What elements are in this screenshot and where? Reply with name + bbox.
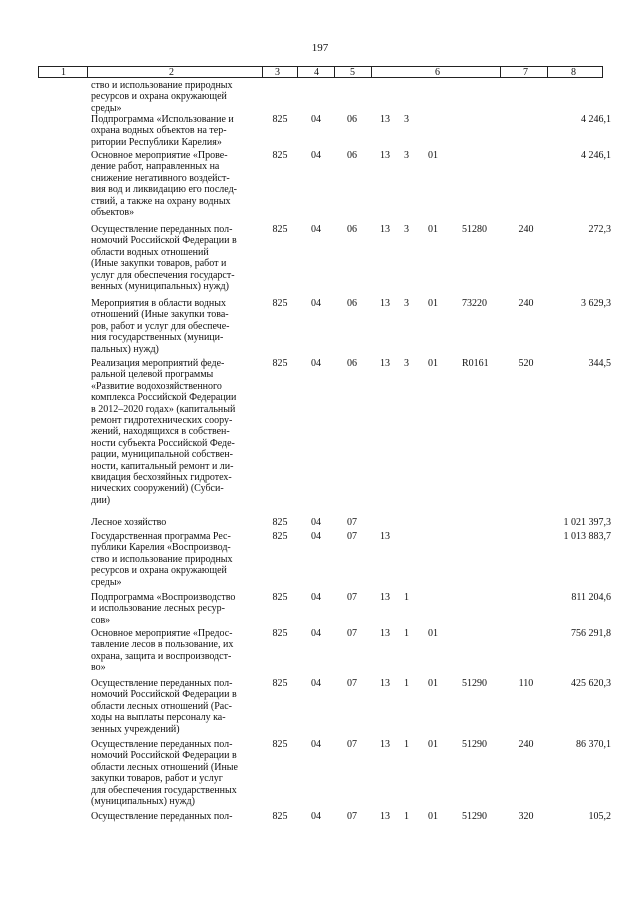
description-line: области лесных отношений (Рас-: [91, 700, 232, 712]
cell-col8: 1 013 883,7: [563, 531, 611, 542]
cell-col3: 825: [272, 628, 288, 639]
row-description: [91, 517, 254, 528]
cell-col4: 04: [311, 739, 321, 750]
header-col-1: 1: [61, 67, 66, 78]
header-divider: [371, 67, 372, 77]
cell-col5: 07: [347, 811, 357, 822]
description-line: комплекса Российской Федерации: [91, 392, 237, 404]
cell-col6c: 01: [428, 811, 438, 822]
description-line: венных (муниципальных) нужд): [91, 281, 229, 293]
cell-col3: 825: [272, 531, 288, 542]
page-number: 197: [311, 42, 329, 54]
table-row: [0, 298, 640, 358]
description-line: номочий Российской Федерации в: [91, 689, 237, 701]
cell-col4: 04: [311, 678, 321, 689]
cell-col6d: 51290: [462, 678, 487, 689]
cell-col8: 4 246,1: [581, 114, 611, 125]
table-row: [0, 628, 640, 678]
cell-col8: 811 204,6: [571, 592, 611, 603]
cell-col3: 825: [272, 811, 288, 822]
cell-col8: 425 620,3: [571, 678, 611, 689]
description-line: квидация бесхозяйных гидротех-: [91, 472, 232, 484]
cell-col6b: 3: [404, 358, 409, 369]
description-line: тавление лесов в пользование, их: [91, 639, 234, 651]
description-line: охрана водных объектов на тер-: [91, 125, 227, 137]
row-description: [91, 811, 254, 822]
header-col-6: 6: [435, 67, 440, 78]
description-line: среды»: [91, 102, 122, 114]
description-line: среды»: [91, 576, 122, 588]
description-line: «Развитие водохозяйственного: [91, 380, 222, 392]
cell-col3: 825: [272, 358, 288, 369]
description-line: ресурсов и охрана окружающей: [91, 565, 227, 577]
row-description: [91, 358, 254, 506]
table-body: [0, 80, 640, 825]
description-line: публики Карелия «Воспроизвод-: [91, 542, 231, 554]
cell-col5: 07: [347, 517, 357, 528]
description-line: охрана, защита и воспроизводст-: [91, 650, 232, 662]
description-line: Подпрограмма «Воспроизводство: [91, 592, 236, 603]
description-line: в 2012–2020 годах» (капитальный: [91, 403, 236, 415]
cell-col4: 04: [311, 531, 321, 542]
description-line: объектов»: [91, 207, 135, 219]
description-line: и использование лесных ресур-: [91, 603, 225, 615]
cell-col5: 07: [347, 592, 357, 603]
header-col-2: 2: [169, 67, 174, 78]
header-col-4: 4: [314, 67, 319, 78]
table-row: [0, 678, 640, 739]
description-line: ритории Республики Карелия»: [91, 136, 222, 148]
description-line: дение работ, направленных на: [91, 161, 220, 173]
description-line: дии): [91, 494, 111, 506]
cell-col8: 1 021 397,3: [563, 517, 611, 528]
description-line: пальных) нужд): [91, 343, 159, 355]
cell-col4: 04: [311, 592, 321, 603]
cell-col3: 825: [272, 298, 288, 309]
cell-col6b: 3: [404, 298, 409, 309]
cell-col7: 110: [518, 678, 534, 689]
cell-col6b: 1: [404, 628, 409, 639]
description-line: ство и использование природных: [91, 553, 233, 565]
cell-col4: 04: [311, 517, 321, 528]
cell-col6a: 13: [380, 298, 390, 309]
row-description: [91, 739, 254, 807]
description-line: ремонт гидротехнических соору-: [91, 415, 233, 427]
cell-col6d: 73220: [462, 298, 487, 309]
description-line: Подпрограмма «Использование и: [91, 114, 234, 125]
cell-col4: 04: [311, 628, 321, 639]
cell-col6a: 13: [380, 114, 390, 125]
header-divider: [262, 67, 263, 77]
description-line: нических сооружений) (Субси-: [91, 483, 224, 495]
row-description: [91, 80, 254, 114]
description-line: отношений (Иные закупки това-: [91, 309, 229, 321]
description-line: вия вод и ликвидацию его послед-: [91, 184, 237, 196]
cell-col3: 825: [272, 739, 288, 750]
cell-col7: 240: [518, 739, 534, 750]
description-line: области лесных отношений (Иные: [91, 761, 238, 773]
header-divider: [547, 67, 548, 77]
description-line: номочий Российской Федерации в: [91, 235, 237, 247]
header-divider: [334, 67, 335, 77]
cell-col8: 272,3: [588, 224, 611, 235]
description-line: (Иные закупки товаров, работ и: [91, 258, 227, 270]
cell-col6b: 1: [404, 592, 409, 603]
cell-col5: 06: [347, 114, 357, 125]
cell-col5: 06: [347, 150, 357, 161]
cell-col6c: 01: [428, 628, 438, 639]
table-row: [0, 811, 640, 825]
cell-col6a: 13: [380, 628, 390, 639]
cell-col6c: 01: [428, 224, 438, 235]
cell-col3: 825: [272, 592, 288, 603]
table-header: [38, 66, 603, 78]
header-divider: [297, 67, 298, 77]
description-line: ство и использование природных: [91, 80, 233, 91]
table-row: [0, 150, 640, 224]
description-line: ральной целевой программы: [91, 369, 214, 381]
header-divider: [87, 67, 88, 77]
cell-col5: 07: [347, 531, 357, 542]
header-col-3: 3: [275, 67, 280, 78]
description-line: (муниципальных) нужд): [91, 796, 195, 808]
cell-col4: 04: [311, 150, 321, 161]
cell-col6c: 01: [428, 358, 438, 369]
row-description: [91, 224, 254, 292]
cell-col6d: 51280: [462, 224, 487, 235]
cell-col3: 825: [272, 150, 288, 161]
cell-col5: 07: [347, 739, 357, 750]
cell-col3: 825: [272, 114, 288, 125]
description-line: снижение негативного воздейст-: [91, 172, 230, 184]
description-line: Реализация мероприятий феде-: [91, 358, 225, 369]
description-line: ходы на выплаты персоналу ка-: [91, 712, 226, 724]
cell-col8: 105,2: [588, 811, 611, 822]
cell-col4: 04: [311, 811, 321, 822]
description-line: во»: [91, 662, 106, 674]
cell-col3: 825: [272, 678, 288, 689]
description-line: Основное мероприятие «Прове-: [91, 150, 228, 161]
description-line: услуг для обеспечения государст-: [91, 269, 235, 281]
cell-col6b: 3: [404, 150, 409, 161]
cell-col6d: 51290: [462, 811, 487, 822]
table-row: [0, 80, 640, 114]
cell-col6a: 13: [380, 224, 390, 235]
cell-col6b: 3: [404, 114, 409, 125]
cell-col5: 07: [347, 628, 357, 639]
cell-col6a: 13: [380, 592, 390, 603]
table-row: [0, 739, 640, 811]
cell-col3: 825: [272, 224, 288, 235]
cell-col8: 3 629,3: [581, 298, 611, 309]
cell-col7: 520: [518, 358, 534, 369]
header-col-7: 7: [523, 67, 528, 78]
description-line: ресурсов и охрана окружающей: [91, 91, 227, 103]
cell-col6c: 01: [428, 739, 438, 750]
cell-col8: 756 291,8: [571, 628, 611, 639]
cell-col6c: 01: [428, 150, 438, 161]
description-line: зенных учреждений): [91, 723, 180, 735]
cell-col6b: 1: [404, 678, 409, 689]
table-row: [0, 592, 640, 628]
cell-col8: 4 246,1: [581, 150, 611, 161]
description-line: ствий, а также на охрану водных: [91, 195, 231, 207]
cell-col6a: 13: [380, 678, 390, 689]
cell-col4: 04: [311, 358, 321, 369]
header-col-8: 8: [571, 67, 576, 78]
cell-col8: 86 370,1: [576, 739, 611, 750]
description-line: ности субъекта Российской Феде-: [91, 437, 235, 449]
description-line: ния государственных (муници-: [91, 332, 224, 344]
description-line: Осуществление переданных пол-: [91, 678, 233, 689]
cell-col6d: R0161: [462, 358, 489, 369]
row-description: [91, 592, 254, 626]
cell-col6a: 13: [380, 150, 390, 161]
cell-col6c: 01: [428, 298, 438, 309]
cell-col6b: 3: [404, 224, 409, 235]
cell-col7: 240: [518, 224, 534, 235]
cell-col6c: 01: [428, 678, 438, 689]
cell-col5: 06: [347, 298, 357, 309]
cell-col6b: 1: [404, 739, 409, 750]
table-row: [0, 531, 640, 592]
row-description: [91, 298, 254, 355]
row-description: [91, 150, 254, 218]
cell-col6a: 13: [380, 811, 390, 822]
cell-col5: 06: [347, 224, 357, 235]
table-row: [0, 114, 640, 150]
description-line: жений, находящихся в собствен-: [91, 426, 230, 438]
description-line: закупки товаров, работ и услуг: [91, 773, 223, 785]
description-line: Мероприятия в области водных: [91, 298, 226, 309]
description-line: сов»: [91, 614, 111, 626]
table-row: [0, 224, 640, 298]
description-line: Осуществление переданных пол-: [91, 739, 233, 750]
row-description: [91, 114, 254, 148]
cell-col8: 344,5: [588, 358, 611, 369]
cell-col6a: 13: [380, 739, 390, 750]
cell-col4: 04: [311, 298, 321, 309]
description-line: Осуществление переданных пол-: [91, 811, 233, 822]
cell-col6d: 51290: [462, 739, 487, 750]
cell-col6b: 1: [404, 811, 409, 822]
row-description: [91, 628, 254, 674]
row-description: [91, 531, 254, 588]
header-divider: [500, 67, 501, 77]
table-row: [0, 517, 640, 531]
cell-col6a: 13: [380, 531, 390, 542]
row-description: [91, 678, 254, 735]
cell-col6a: 13: [380, 358, 390, 369]
header-col-5: 5: [350, 67, 355, 78]
description-line: Государственная программа Рес-: [91, 531, 231, 542]
description-line: Осуществление переданных пол-: [91, 224, 233, 235]
description-line: Лесное хозяйство: [91, 517, 167, 528]
cell-col7: 240: [518, 298, 534, 309]
table-row: [0, 358, 640, 517]
cell-col7: 320: [518, 811, 534, 822]
cell-col5: 07: [347, 678, 357, 689]
cell-col5: 06: [347, 358, 357, 369]
description-line: области водных отношений: [91, 246, 209, 258]
description-line: рации, муниципальной собствен-: [91, 449, 233, 461]
description-line: ров, работ и услуг для обеспече-: [91, 320, 230, 332]
description-line: для обеспечения государственных: [91, 784, 237, 796]
cell-col4: 04: [311, 114, 321, 125]
cell-col4: 04: [311, 224, 321, 235]
description-line: ности, капитальный ремонт и ли-: [91, 460, 234, 472]
cell-col3: 825: [272, 517, 288, 528]
description-line: Основное мероприятие «Предос-: [91, 628, 233, 639]
description-line: номочий Российской Федерации в: [91, 750, 237, 762]
